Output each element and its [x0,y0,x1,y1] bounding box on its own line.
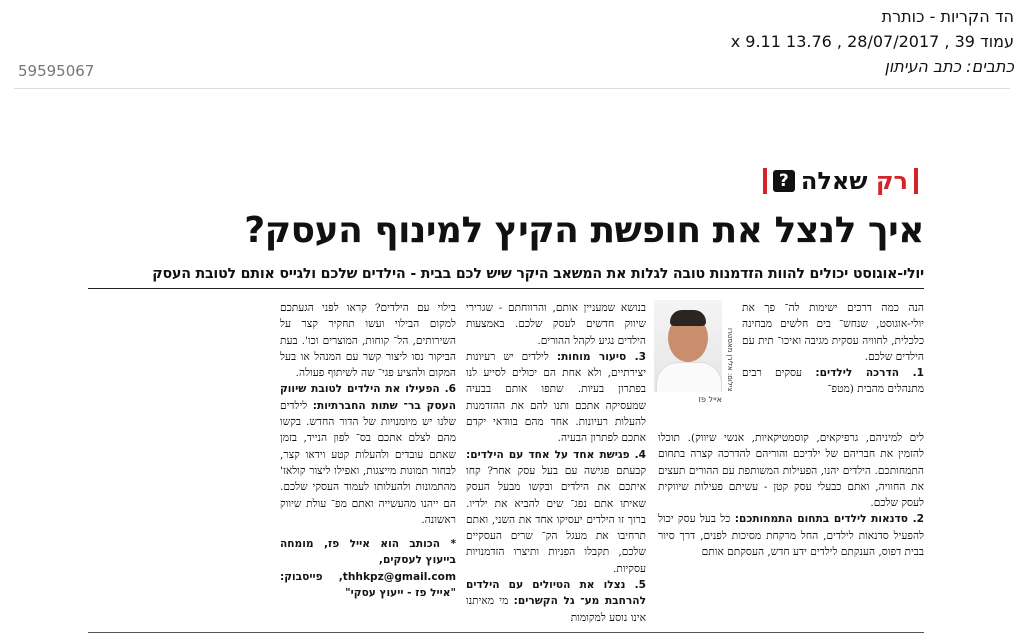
kicker-rak: רק [875,167,908,195]
tip-1-continued: לים למיניהם, גרפיקאים, קוסמטיקאיות, אנשי שיווק). תוכלו להזמין את חבריהם של ילדיכם והוריהם להדרכה קצרה בתחום התמחותכם. הילדים יהנו, הפעילות המשותפת עם ההורים תעצים את החוויה, ואתם כבעלי עסק קטן - עשיתם פעילות שיווקית לעסק שלכם. [658,432,924,510]
article-subheadline: יולי-אוגוסט יכולים להוות הזדמנות טובה לגלות את המשאב היקר שיש לכם בבית - הילדים שלכם ולגייס אותם לטובת העסק [152,266,924,282]
author-line: כתבים: כתב העיתון [884,57,1014,76]
tip-4-heading: 4. פגישת אחד על אחד עם הילדים: [466,448,646,461]
author-contact: thhkpz@gmail.com, פייסבוק: "אייל פז - ייעוץ עסקי" [280,570,456,600]
article-column-3 [280,300,456,601]
tip-2-continued: בנושא שמעניין אותם, והרווחתם - שגרירי שיווק חדשים לעסק שלכם. באמצעות הילדים נגיע לקהל ההורים. [466,302,646,347]
tip-3-heading: 3. סיעור מוחות: [556,350,646,363]
tip-2-paragraph: 2. סדנאות לילדים בתחום התמחותכם: כל בעל עסק יכול להפעיל סדנאות לילדים, החל מרקחת מסיכות לפנים, דרך סיור בבית דפוס, הענקתם לילדים ידע חדש, העסקתם אותם [658,513,925,559]
article-column-1-wide [658,430,924,560]
tip-2-heading: 2. סדנאות לילדים בתחום התמחותכם: [734,513,925,526]
article-column-2 [466,300,646,626]
tip-5-paragraph: 5. נצלו את הטיולים עם הילדים להרחבת מע־ גל הקשרים: מי מאיתנו אינו נוסע למקומות [466,579,646,624]
tip-1-heading: 1. הדרכה לילדים: [815,367,924,380]
author-bio: * הכותב הוא אייל פז, מומחה בייעוץ לעסקים, [280,538,456,567]
clipping-header [594,4,1014,79]
intro-paragraph: הנה כמה דרכים ישימות לה־ פך את יולי-אוגוסט, שנחש־ בים חלשים מבחינה כלכלית, לחוויה עסקית מגיבה ואיכו־ תית עם הילדים שלכם. [742,302,924,363]
question-mark-icon: ? [773,170,795,192]
section-kicker [763,167,918,195]
article-column-1 [742,300,924,398]
tip-6-heading: 6. הפעילו את הילדים לטובת שיווק העסק בר־ שתות החברתיות: [280,383,457,412]
tip-1-paragraph: 1. הדרכה לילדים: עסקים רבים מתנהלים מהבית (מטפ־ [742,367,924,396]
header-divider [14,88,1010,89]
tip-3-paragraph: 3. סיעור מוחות: לילדים יש רעיונות יצירתיים, ולא אחת הם יכולים לסייע לנו בפתרון בעיות. שתפו אותם בבעיה שמעסיקה אתכם ותנו להם את ההזדמנות להעלות רעיונות. אחד מהם בוודאי יקדם אתכם לפתרון הבעיה. [466,350,646,445]
kicker-bar-right [914,168,918,194]
article-clipping [88,160,924,635]
tip-5-heading: 5. נצלו את הטיולים עם הילדים להרחבת מע־ גל הקשרים: [466,579,646,608]
kicker-sheela: שאלה [800,167,868,195]
tip-6-paragraph: 6. הפעילו את הילדים לטובת שיווק העסק בר־ שתות החברתיות: לילדים שלנו יש מיומנויות של הדור החדש. בקשו מהם לצלם אתכם בס־ לפון הנייד, בזמן שאתם עובדים ולהעלות קטע וידאו קצר, לבחור תמונות מייצגות, ואפילו ליצור קולאז' מהתמונות ולהעלותו לעמוד העסקי שלכם. הם ייהנו מהעשייה ואתם מפ־ עולת שיווק ראשונה. [280,383,457,526]
document-id: 59595067 [18,62,95,80]
headline-rule [88,288,924,289]
article-headline: איך לנצל את חופשת הקיץ למינוף העסק? [244,210,924,251]
tip-5-continued: בילוי עם הילדים? קראו לפני הגעתכם למקום הבילוי ועשו תחקיר קצר על השירותים, הל־ קוחות, המוצרים וכו'. בעת הביקור נסו ליצור קשר עם המנהל או בעל המקום ולהציע פגי־ שה לשיתוף פעולה. [280,302,456,380]
author-photo [654,300,722,392]
tip-4-paragraph: 4. פגישת אחד על אחד עם הילדים: קבעתם פגישה עם בעל עסק אחר? קחו איתכם את הילדים ובקשו מבעל העסק שאיתו אתם נפג־ שים להביא את ילדיו. ברוך זו הילדים יעסיקו אחד את השני, ואתם תרחיבו את מעגל הק־ שרים העסקיים שלכם, תקבלו הפניות ותיצרו הזדמנויות עסקיות. [466,448,646,575]
photo-credit: צילום: אלירן מאסטרו [726,328,734,392]
bottom-rule [88,632,924,633]
publication-name: הד הקריות - כותרת [881,7,1014,26]
page-date-size: עמוד 39 , 28/07/2017 , 13.76 x 9.11 [730,32,1014,51]
author-photo-block [654,300,734,408]
photo-caption: אייל פז [698,395,722,404]
kicker-label [801,167,908,195]
kicker-bar-left [763,168,767,194]
